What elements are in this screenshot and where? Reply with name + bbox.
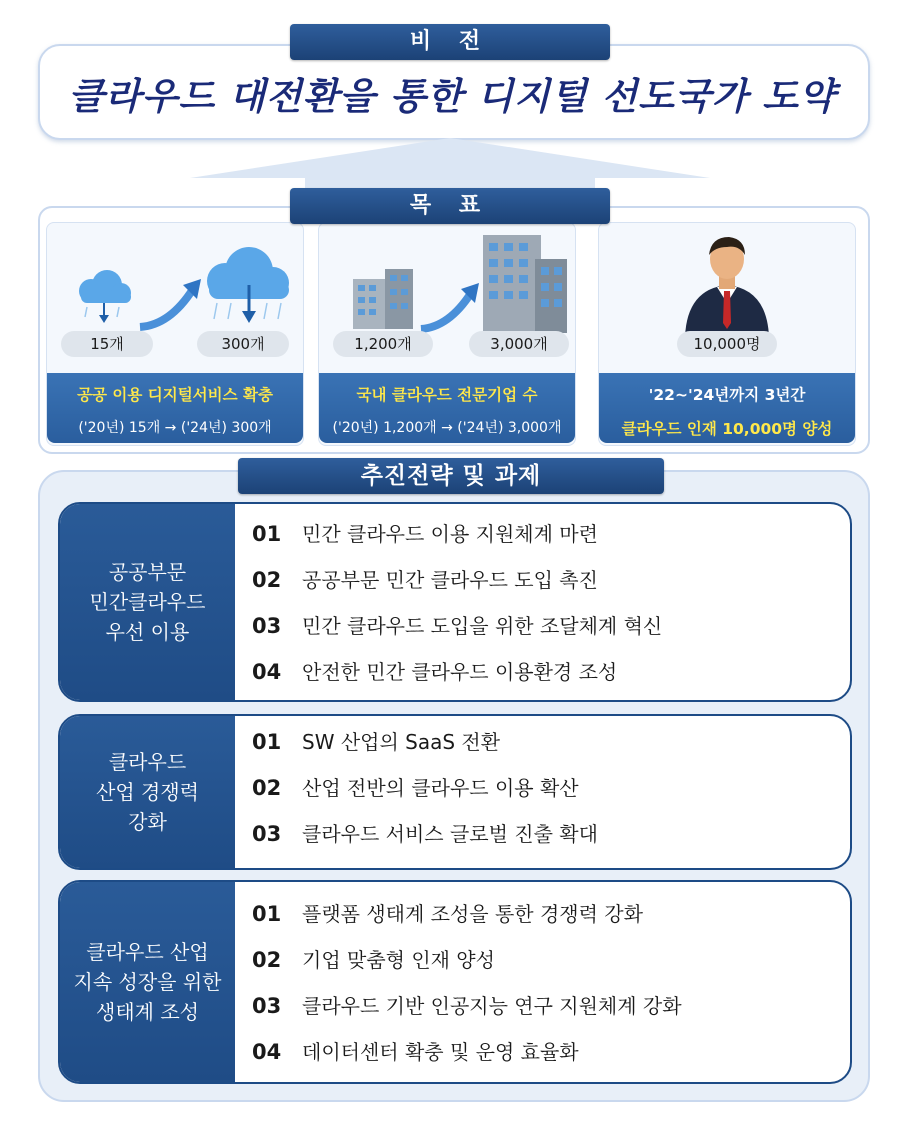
task-text: 산업 전반의 클라우드 이용 확산 xyxy=(302,776,579,800)
task-item xyxy=(252,894,643,934)
goal-title: 공공 이용 디지털서비스 확충 xyxy=(77,386,273,404)
task-number: 04 xyxy=(252,1040,282,1064)
task-text: 민간 클라우드 도입을 위한 조달체계 혁신 xyxy=(302,614,663,638)
task-text: 플랫폼 생태계 조성을 통한 경쟁력 강화 xyxy=(302,902,643,926)
task-number: 02 xyxy=(252,568,282,592)
task-text: 클라우드 서비스 글로벌 진출 확대 xyxy=(302,822,598,846)
task-item xyxy=(252,606,662,646)
strategy-group-industry-competitiveness xyxy=(58,714,852,870)
goal-band xyxy=(47,373,303,443)
task-number: 01 xyxy=(252,902,282,926)
growth-arrow-icon xyxy=(135,275,205,335)
task-text: 안전한 민간 클라우드 이용환경 조성 xyxy=(302,660,618,684)
task-text: SW 산업의 SaaS 전환 xyxy=(302,730,501,754)
task-number: 04 xyxy=(252,660,282,684)
task-number: 01 xyxy=(252,730,282,754)
small-building-icon xyxy=(349,261,419,333)
goals-label: 목 표 xyxy=(290,188,610,224)
goal-band xyxy=(599,373,855,443)
from-badge: 1,200개 xyxy=(333,331,433,357)
group-title: 클라우드 산업 지속 성장을 위한 생태계 조성 xyxy=(60,882,235,1082)
task-number: 03 xyxy=(252,822,282,846)
task-item xyxy=(252,940,495,980)
talent-badge: 10,000명 xyxy=(677,331,777,357)
vision-statement: 클라우드 대전환을 통한 디지털 선도국가 도약 xyxy=(68,75,836,118)
goal-card-cloud-talent xyxy=(598,222,856,446)
task-item xyxy=(252,768,579,808)
goal-title: '22~'24년까지 3년간 xyxy=(648,386,806,404)
task-item xyxy=(252,814,598,854)
strategy-group-ecosystem xyxy=(58,880,852,1084)
goal-detail: ('20년) 1,200개 → ('24년) 3,000개 xyxy=(332,420,562,436)
from-badge: 15개 xyxy=(61,331,153,357)
strategy-group-public-sector xyxy=(58,502,852,702)
task-item xyxy=(252,1032,579,1072)
task-number: 01 xyxy=(252,522,282,546)
task-text: 기업 맞춤형 인재 양성 xyxy=(302,948,495,972)
to-badge: 300개 xyxy=(197,331,289,357)
businessman-icon xyxy=(671,227,783,337)
group-title: 클라우드 산업 경쟁력 강화 xyxy=(60,716,235,868)
task-text: 클라우드 기반 인공지능 연구 지원체계 강화 xyxy=(302,994,682,1018)
task-item xyxy=(252,652,617,692)
vision-label: 비 전 xyxy=(290,24,610,60)
task-number: 03 xyxy=(252,994,282,1018)
task-number: 03 xyxy=(252,614,282,638)
task-text: 민간 클라우드 이용 지원체계 마련 xyxy=(302,522,598,546)
goal-detail: ('20년) 15개 → ('24년) 300개 xyxy=(78,420,272,436)
task-item xyxy=(252,986,682,1026)
task-text: 공공부문 민간 클라우드 도입 촉진 xyxy=(302,568,598,592)
group-title: 공공부문 민간클라우드 우선 이용 xyxy=(60,504,235,700)
large-cloud-icon xyxy=(197,241,297,331)
goal-card-digital-services xyxy=(46,222,304,446)
to-badge: 3,000개 xyxy=(469,331,569,357)
goal-title: 국내 클라우드 전문기업 수 xyxy=(356,386,538,404)
task-item xyxy=(252,722,500,762)
growth-arrow-icon xyxy=(417,279,483,335)
task-number: 02 xyxy=(252,948,282,972)
small-cloud-icon xyxy=(69,263,139,333)
task-text: 데이터센터 확충 및 운영 효율화 xyxy=(302,1040,579,1064)
task-item xyxy=(252,514,598,554)
goal-band xyxy=(319,373,575,443)
task-number: 02 xyxy=(252,776,282,800)
goal-card-cloud-companies xyxy=(318,222,576,446)
up-arrow-icon xyxy=(190,138,710,178)
task-item xyxy=(252,560,598,600)
strategy-label: 추진전략 및 과제 xyxy=(238,458,664,494)
goal-detail: 클라우드 인재 10,000명 양성 xyxy=(621,420,833,438)
large-building-icon xyxy=(479,229,571,337)
